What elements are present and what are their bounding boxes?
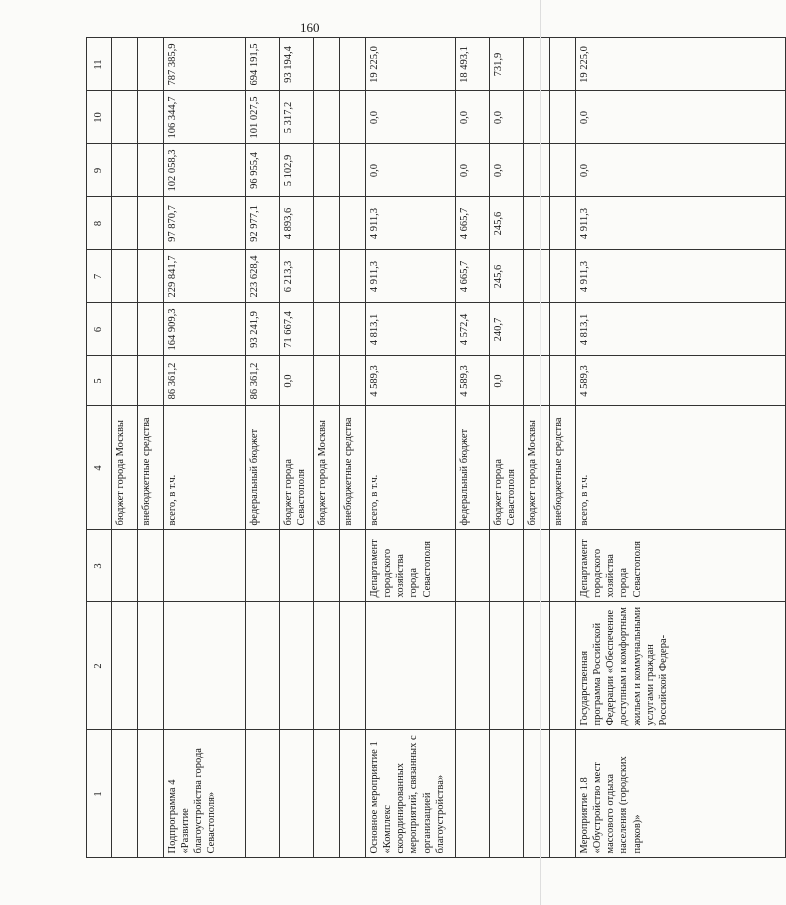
value-cell [314, 250, 340, 303]
value-cell: 0,0 [490, 144, 524, 197]
table-body [112, 38, 786, 878]
text-cell [524, 602, 550, 730]
value-cell: 18 493,1 [456, 38, 490, 91]
value-cell: 787 385,9 [164, 38, 246, 91]
text-cell [246, 530, 280, 602]
text-cell: всего, в т.ч. [164, 406, 246, 530]
margin-cell [340, 858, 366, 878]
value-cell [138, 250, 164, 303]
margin-cell [550, 858, 576, 878]
value-cell: 4 813,1 [576, 303, 786, 356]
text-cell [490, 730, 524, 858]
table-row [164, 38, 246, 878]
text-cell [550, 730, 576, 858]
value-cell: 102 058,3 [164, 144, 246, 197]
table-row [314, 38, 340, 878]
text-cell [340, 730, 366, 858]
value-cell: 4 911,3 [366, 197, 456, 250]
text-cell [550, 602, 576, 730]
margin-cell [112, 858, 138, 878]
margin-cell [366, 858, 456, 878]
value-cell [524, 144, 550, 197]
value-cell [138, 356, 164, 406]
value-cell [112, 197, 138, 250]
table-row [366, 38, 456, 878]
value-cell: 0,0 [576, 91, 786, 144]
value-cell: 86 361,2 [246, 356, 280, 406]
text-cell: всего, в т.ч. [576, 406, 786, 530]
value-cell: 0,0 [456, 144, 490, 197]
value-cell [112, 91, 138, 144]
value-cell: 19 225,0 [366, 38, 456, 91]
text-cell: бюджет города Москвы [524, 406, 550, 530]
text-cell [314, 730, 340, 858]
text-cell: Департамент городского хозяйства города Севастополя [366, 530, 456, 602]
value-cell: 86 361,2 [164, 356, 246, 406]
value-cell: 93 241,9 [246, 303, 280, 356]
value-cell [314, 197, 340, 250]
table-row [280, 38, 314, 878]
value-cell: 0,0 [366, 91, 456, 144]
value-cell [524, 197, 550, 250]
margin-cell [138, 858, 164, 878]
text-cell [314, 530, 340, 602]
value-cell: 0,0 [490, 356, 524, 406]
value-cell [550, 250, 576, 303]
text-cell: федеральный бюджет [246, 406, 280, 530]
value-cell [314, 91, 340, 144]
value-cell [340, 197, 366, 250]
value-cell [550, 91, 576, 144]
col-header: 11 [87, 38, 112, 91]
margin-cell [164, 858, 246, 878]
value-cell: 5 317,2 [280, 91, 314, 144]
table-frame [86, 38, 669, 878]
rotated-table [86, 38, 669, 878]
col-header: 9 [87, 144, 112, 197]
text-cell: Государственная программа Российской Федерации «Обеспечение доступным и комфортным жильем и коммунальными услугами граждан Российской Федера- [576, 602, 786, 730]
value-cell [112, 303, 138, 356]
col-header: 4 [87, 406, 112, 530]
value-cell: 731,9 [490, 38, 524, 91]
table-row [490, 38, 524, 878]
text-cell [246, 602, 280, 730]
text-cell [246, 730, 280, 858]
value-cell [340, 250, 366, 303]
value-cell [524, 91, 550, 144]
text-cell: федеральный бюджет [456, 406, 490, 530]
text-cell [164, 602, 246, 730]
value-cell [112, 250, 138, 303]
value-cell: 694 191,5 [246, 38, 280, 91]
col-header: 8 [87, 197, 112, 250]
value-cell [138, 197, 164, 250]
col-header: 5 [87, 356, 112, 406]
value-cell: 4 813,1 [366, 303, 456, 356]
margin-cell [490, 858, 524, 878]
value-cell: 245,6 [490, 250, 524, 303]
value-cell: 229 841,7 [164, 250, 246, 303]
col-header: 6 [87, 303, 112, 356]
table-row [550, 38, 576, 878]
table-row [138, 38, 164, 878]
value-cell [138, 38, 164, 91]
text-cell [112, 530, 138, 602]
value-cell: 4 911,3 [366, 250, 456, 303]
text-cell [550, 530, 576, 602]
value-cell: 97 870,7 [164, 197, 246, 250]
text-cell [164, 530, 246, 602]
value-cell [550, 144, 576, 197]
text-cell [138, 530, 164, 602]
text-cell [490, 530, 524, 602]
value-cell: 93 194,4 [280, 38, 314, 91]
value-cell [138, 91, 164, 144]
text-cell [456, 602, 490, 730]
text-cell: внебюджетные средства [550, 406, 576, 530]
text-cell [456, 530, 490, 602]
value-cell [524, 38, 550, 91]
value-cell: 4 572,4 [456, 303, 490, 356]
text-cell: всего, в т.ч. [366, 406, 456, 530]
page-number: 160 [300, 20, 320, 35]
text-cell: внебюджетные средства [340, 406, 366, 530]
value-cell [340, 356, 366, 406]
value-cell [112, 38, 138, 91]
text-cell [340, 602, 366, 730]
value-cell: 0,0 [490, 91, 524, 144]
value-cell [524, 356, 550, 406]
col-header: 10 [87, 91, 112, 144]
value-cell [138, 144, 164, 197]
col-header: 2 [87, 602, 112, 730]
text-cell: внебюджетные средства [138, 406, 164, 530]
text-cell: бюджет города Севастополя [280, 406, 314, 530]
header-row [87, 38, 112, 878]
value-cell [550, 303, 576, 356]
value-cell [340, 91, 366, 144]
text-cell [138, 602, 164, 730]
value-cell: 71 667,4 [280, 303, 314, 356]
margin-cell [456, 858, 490, 878]
margin-cell [576, 858, 786, 878]
value-cell [524, 303, 550, 356]
text-cell [456, 730, 490, 858]
value-cell: 5 102,9 [280, 144, 314, 197]
value-cell: 245,6 [490, 197, 524, 250]
col-header: 1 [87, 730, 112, 858]
value-cell: 96 955,4 [246, 144, 280, 197]
text-cell: бюджет города Москвы [314, 406, 340, 530]
margin-cell [524, 858, 550, 878]
value-cell [524, 250, 550, 303]
value-cell [314, 303, 340, 356]
text-cell [280, 530, 314, 602]
value-cell [112, 144, 138, 197]
text-cell [280, 730, 314, 858]
value-cell: 0,0 [456, 91, 490, 144]
value-cell [550, 197, 576, 250]
value-cell: 240,7 [490, 303, 524, 356]
value-cell [314, 144, 340, 197]
value-cell: 4 911,3 [576, 197, 786, 250]
scan-shadow [540, 0, 541, 905]
text-cell: Мероприятие 1.8 «Обустройство мест массового отдыха населения (городских парков)» [576, 730, 786, 858]
text-cell [112, 602, 138, 730]
table-row [576, 38, 786, 878]
value-cell [138, 303, 164, 356]
text-cell [524, 730, 550, 858]
value-cell: 0,0 [366, 144, 456, 197]
value-cell: 101 027,5 [246, 91, 280, 144]
text-cell: Департамент городского хозяйства города Севастополя [576, 530, 786, 602]
text-cell: Основное мероприятие 1 «Комплекс скоординированных мероприятий, связанных с организацией благоустройства» [366, 730, 456, 858]
value-cell: 0,0 [280, 356, 314, 406]
table-row [524, 38, 550, 878]
value-cell [340, 38, 366, 91]
value-cell: 6 213,3 [280, 250, 314, 303]
value-cell [340, 144, 366, 197]
value-cell: 4 911,3 [576, 250, 786, 303]
value-cell: 0,0 [576, 144, 786, 197]
value-cell [340, 303, 366, 356]
text-cell [314, 602, 340, 730]
value-cell: 4 665,7 [456, 250, 490, 303]
text-cell [366, 602, 456, 730]
text-cell: Подпрограмма 4 «Развитие благоустройства города Севастополя» [164, 730, 246, 858]
value-cell: 4 665,7 [456, 197, 490, 250]
text-cell [112, 730, 138, 858]
value-cell: 4 589,3 [456, 356, 490, 406]
value-cell [112, 356, 138, 406]
table-row [340, 38, 366, 878]
table-row [246, 38, 280, 878]
value-cell: 164 909,3 [164, 303, 246, 356]
text-cell [490, 602, 524, 730]
value-cell [314, 38, 340, 91]
text-cell [138, 730, 164, 858]
text-cell [280, 602, 314, 730]
value-cell: 223 628,4 [246, 250, 280, 303]
value-cell [314, 356, 340, 406]
value-cell [550, 356, 576, 406]
text-cell: бюджет города Севастополя [490, 406, 524, 530]
text-cell [524, 530, 550, 602]
value-cell: 92 977,1 [246, 197, 280, 250]
table-row [112, 38, 138, 878]
margin-cell [246, 858, 280, 878]
data-table [86, 38, 786, 879]
col-header: 7 [87, 250, 112, 303]
text-cell: бюджет города Москвы [112, 406, 138, 530]
value-cell [550, 38, 576, 91]
margin-cell [314, 858, 340, 878]
value-cell: 19 225,0 [576, 38, 786, 91]
col-header: 3 [87, 530, 112, 602]
margin-cell [280, 858, 314, 878]
value-cell: 106 344,7 [164, 91, 246, 144]
table-row [456, 38, 490, 878]
value-cell: 4 589,3 [576, 356, 786, 406]
text-cell [340, 530, 366, 602]
value-cell: 4 893,6 [280, 197, 314, 250]
value-cell: 4 589,3 [366, 356, 456, 406]
